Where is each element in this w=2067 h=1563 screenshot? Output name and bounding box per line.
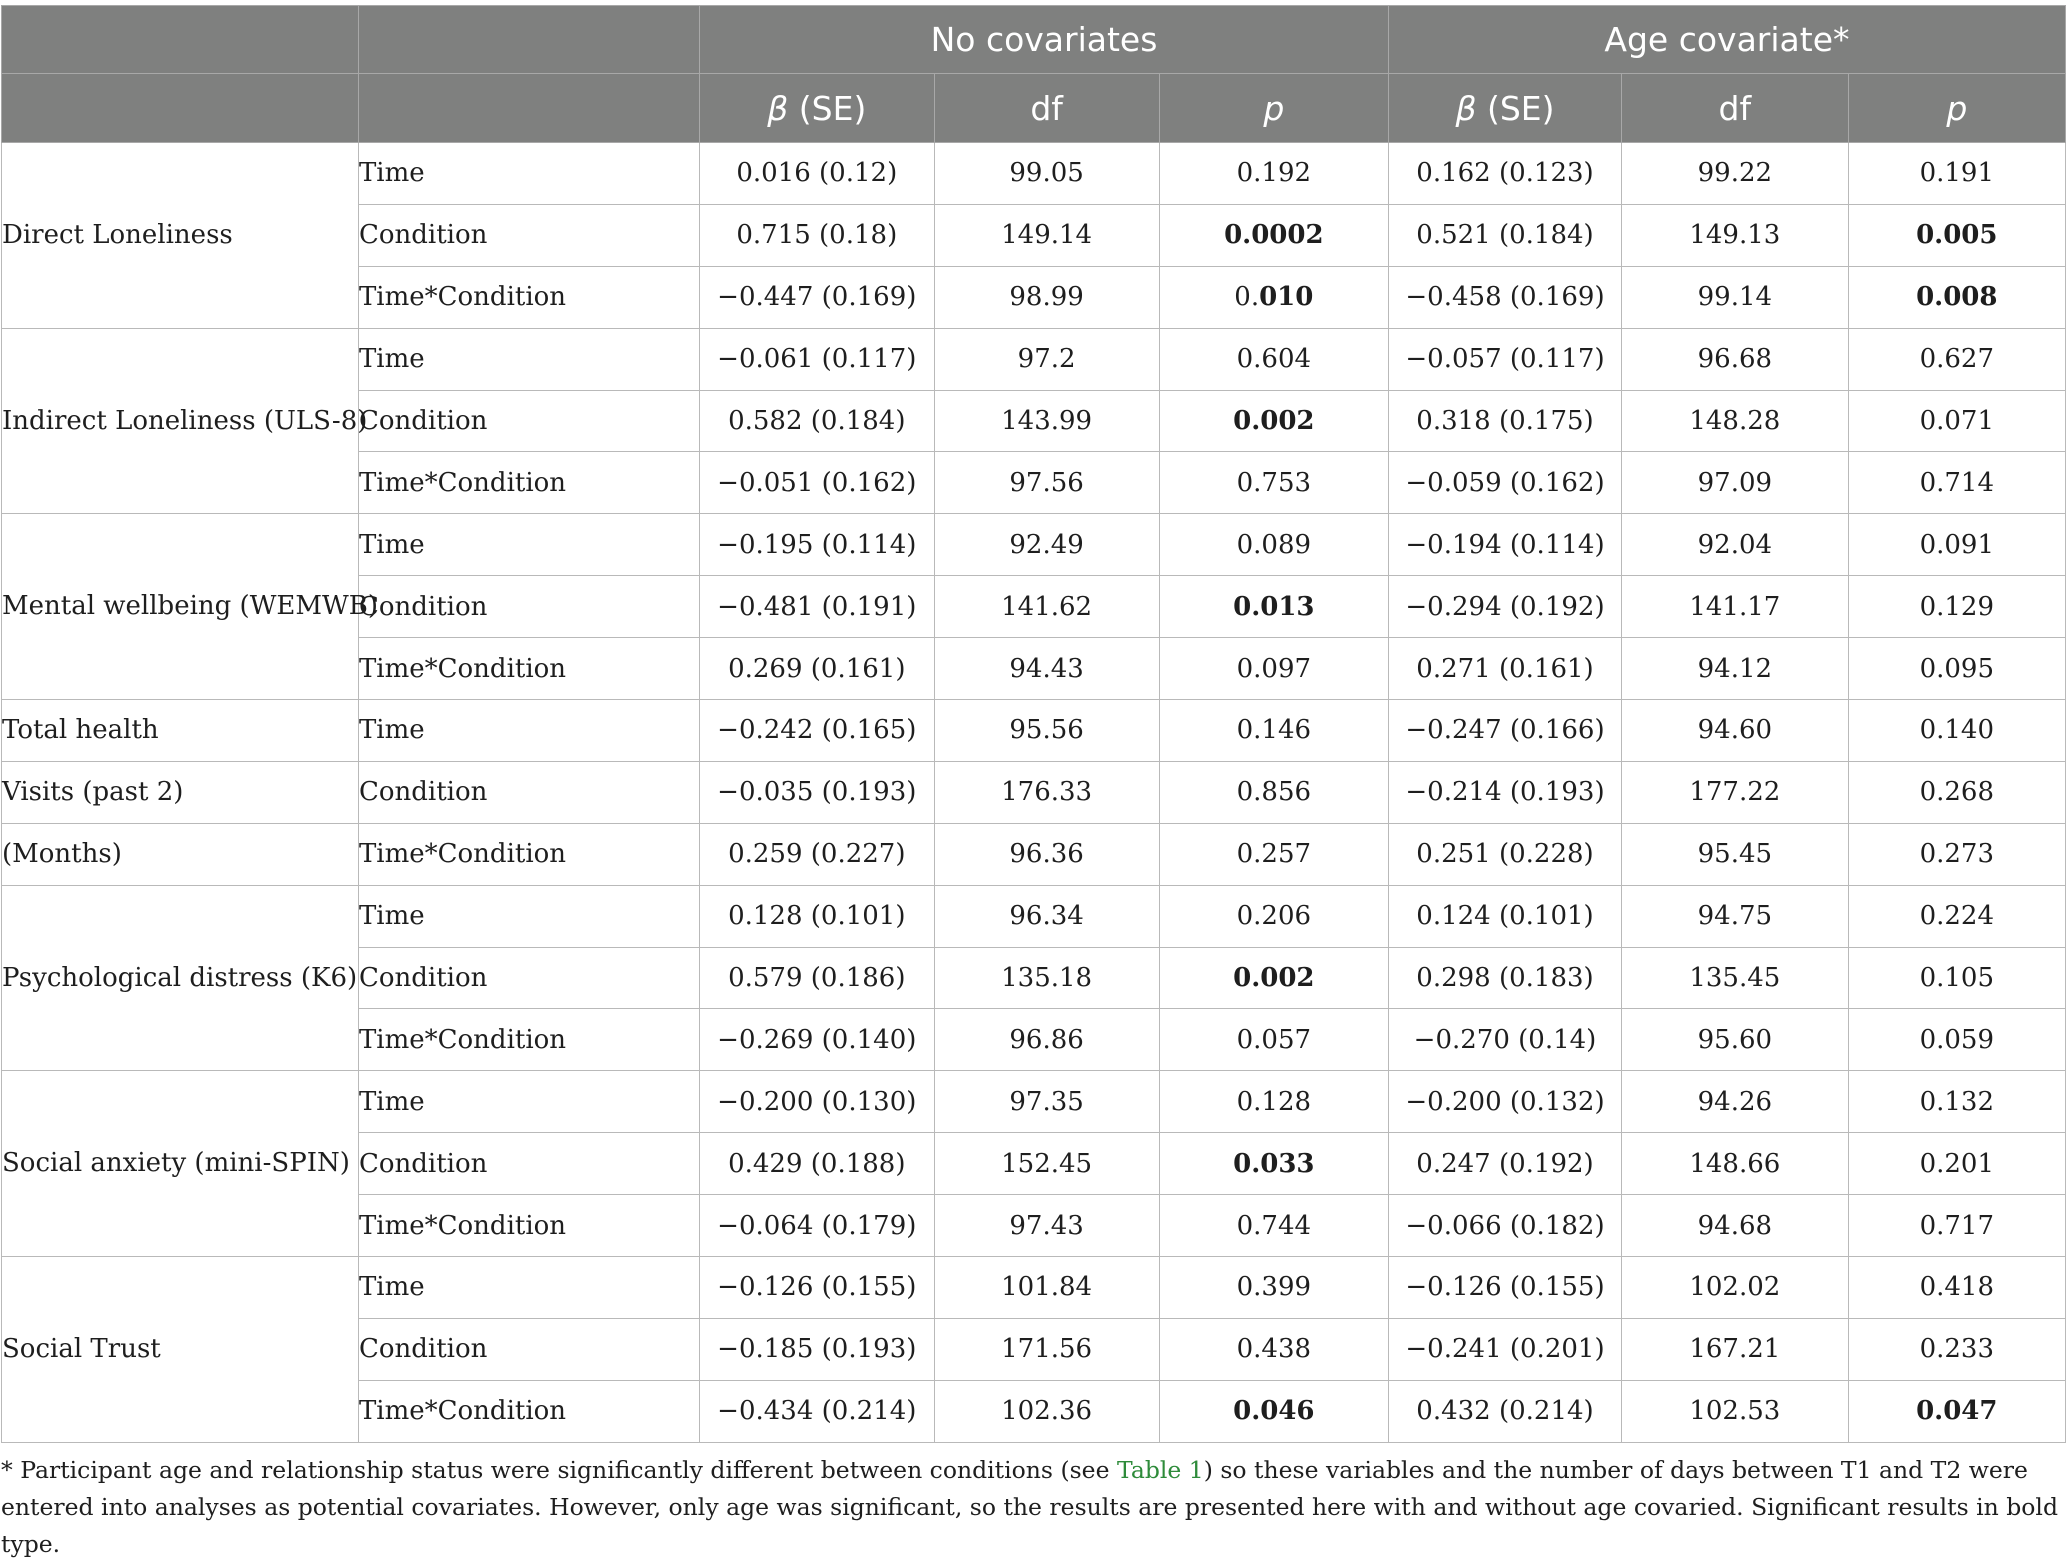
p-cell: 0.132 (1848, 1071, 2065, 1133)
df-cell: 102.36 (934, 1380, 1159, 1442)
df-cell: 94.26 (1622, 1071, 1849, 1133)
df-cell: 94.68 (1622, 1195, 1849, 1257)
p-cell: 0.128 (1159, 1071, 1388, 1133)
term-cell: Time (358, 143, 699, 205)
p-cell: 0.140 (1848, 700, 2065, 762)
p-cell-significant: 0.002 (1159, 390, 1388, 452)
p-cell-significant: 0.0002 (1159, 204, 1388, 266)
table-row (2, 761, 2066, 823)
df-cell: 152.45 (934, 1133, 1159, 1195)
term-cell: Condition (358, 390, 699, 452)
se-suffix: (SE) (1476, 88, 1555, 128)
term-cell: Condition (358, 576, 699, 638)
beta-cell: 0.259 (0.227) (700, 823, 934, 885)
table-row (2, 1257, 2066, 1319)
p-cell: 0.089 (1159, 514, 1388, 576)
df-cell: 148.66 (1622, 1133, 1849, 1195)
table-footnote (1, 1452, 2061, 1563)
beta-cell: 0.247 (0.192) (1388, 1133, 1621, 1195)
beta-cell: −0.059 (0.162) (1388, 452, 1621, 514)
variable-cell: Psychological distress (K6) (2, 885, 359, 1071)
beta-cell: −0.294 (0.192) (1388, 576, 1621, 638)
p-prefix: 0. (1234, 282, 1260, 313)
beta-cell: −0.247 (0.166) (1388, 700, 1621, 762)
term-cell: Time (358, 1071, 699, 1133)
beta-cell: 0.124 (0.101) (1388, 885, 1621, 947)
header-empty-term (358, 6, 699, 74)
header-empty-variable (2, 6, 359, 74)
df-cell: 149.14 (934, 204, 1159, 266)
term-cell: Time*Condition (358, 452, 699, 514)
term-cell: Condition (358, 1318, 699, 1380)
results-table (1, 5, 2066, 1443)
table-row (2, 143, 2066, 205)
beta-cell: −0.057 (0.117) (1388, 328, 1621, 390)
header-p: p (1159, 74, 1388, 143)
beta-cell: 0.521 (0.184) (1388, 204, 1621, 266)
p-cell: 0.095 (1848, 638, 2065, 700)
variable-cell: Indirect Loneliness (ULS-8) (2, 328, 359, 514)
df-cell: 92.04 (1622, 514, 1849, 576)
p-cell: 0.191 (1848, 143, 2065, 205)
p-cell: 0.744 (1159, 1195, 1388, 1257)
header-beta-se (1388, 74, 1621, 143)
df-cell: 135.18 (934, 947, 1159, 1009)
df-cell: 101.84 (934, 1257, 1159, 1319)
beta-cell: −0.061 (0.117) (700, 328, 934, 390)
beta-cell: −0.195 (0.114) (700, 514, 934, 576)
beta-cell: −0.066 (0.182) (1388, 1195, 1621, 1257)
term-cell: Time*Condition (358, 823, 699, 885)
header-beta-se (700, 74, 934, 143)
beta-cell: −0.447 (0.169) (700, 266, 934, 328)
beta-cell: 0.162 (0.123) (1388, 143, 1621, 205)
df-cell: 98.99 (934, 266, 1159, 328)
variable-cell: Total health (2, 700, 359, 762)
df-cell: 102.02 (1622, 1257, 1849, 1319)
variable-cell: (Months) (2, 823, 359, 885)
footnote-text-after: ) so these variables and the number of days between T1 and T2 were entered into analyses as potential covariates. However, only age was significant, so the results are presented here with and without age covaried. Significant results in bold type. (1, 1456, 2058, 1558)
df-cell: 99.05 (934, 143, 1159, 205)
beta-symbol: β (767, 88, 789, 128)
p-cell: 0.201 (1848, 1133, 2065, 1195)
header-empty-variable (2, 74, 359, 143)
beta-cell: 0.128 (0.101) (700, 885, 934, 947)
df-cell: 94.43 (934, 638, 1159, 700)
variable-cell: Social anxiety (mini-SPIN) (2, 1071, 359, 1257)
beta-cell: −0.200 (0.132) (1388, 1071, 1621, 1133)
term-cell: Time (358, 328, 699, 390)
footnote-text-before: * Participant age and relationship status were significantly different between conditions (see (1, 1456, 1117, 1484)
df-cell: 143.99 (934, 390, 1159, 452)
variable-cell: Social Trust (2, 1257, 359, 1443)
term-cell: Condition (358, 1133, 699, 1195)
term-cell: Time (358, 700, 699, 762)
p-cell-significant: 0.046 (1159, 1380, 1388, 1442)
p-cell-significant: 0.008 (1848, 266, 2065, 328)
table-row (2, 328, 2066, 390)
beta-cell: −0.241 (0.201) (1388, 1318, 1621, 1380)
df-cell: 177.22 (1622, 761, 1849, 823)
p-cell: 0.399 (1159, 1257, 1388, 1319)
p-bold-digits: 010 (1259, 282, 1314, 313)
variable-cell: Mental wellbeing (WEMWB) (2, 514, 359, 700)
term-cell: Condition (358, 947, 699, 1009)
term-cell: Condition (358, 761, 699, 823)
df-cell: 176.33 (934, 761, 1159, 823)
beta-symbol: β (1455, 88, 1477, 128)
p-cell-significant: 0.047 (1848, 1380, 2065, 1442)
df-cell: 95.45 (1622, 823, 1849, 885)
df-cell: 94.75 (1622, 885, 1849, 947)
p-cell: 0.224 (1848, 885, 2065, 947)
df-cell: 96.34 (934, 885, 1159, 947)
p-cell: 0.714 (1848, 452, 2065, 514)
beta-cell: 0.251 (0.228) (1388, 823, 1621, 885)
beta-cell: −0.064 (0.179) (700, 1195, 934, 1257)
df-cell: 102.53 (1622, 1380, 1849, 1442)
beta-cell: −0.270 (0.14) (1388, 1009, 1621, 1071)
header-group-no-covariates: No covariates (700, 6, 1389, 74)
df-cell: 141.62 (934, 576, 1159, 638)
p-cell-significant: 0.033 (1159, 1133, 1388, 1195)
header-df: df (1622, 74, 1849, 143)
table-row (2, 823, 2066, 885)
df-cell: 96.86 (934, 1009, 1159, 1071)
p-cell: 0.856 (1159, 761, 1388, 823)
df-cell: 97.56 (934, 452, 1159, 514)
beta-cell: 0.269 (0.161) (700, 638, 934, 700)
beta-cell: 0.715 (0.18) (700, 204, 934, 266)
p-cell: 0.268 (1848, 761, 2065, 823)
table-header (2, 6, 2066, 143)
table-body (2, 143, 2066, 1443)
df-cell: 95.60 (1622, 1009, 1849, 1071)
p-cell: 0.059 (1848, 1009, 2065, 1071)
df-cell: 92.49 (934, 514, 1159, 576)
table-row (2, 700, 2066, 762)
p-cell: 0.233 (1848, 1318, 2065, 1380)
table-row (2, 1071, 2066, 1133)
header-df: df (934, 74, 1159, 143)
df-cell: 97.43 (934, 1195, 1159, 1257)
beta-cell: 0.318 (0.175) (1388, 390, 1621, 452)
p-cell: 0.091 (1848, 514, 2065, 576)
term-cell: Condition (358, 204, 699, 266)
beta-cell: −0.185 (0.193) (700, 1318, 934, 1380)
df-cell: 97.35 (934, 1071, 1159, 1133)
p-cell: 0.418 (1848, 1257, 2065, 1319)
beta-cell: −0.194 (0.114) (1388, 514, 1621, 576)
beta-cell: −0.126 (0.155) (1388, 1257, 1621, 1319)
df-cell: 94.60 (1622, 700, 1849, 762)
df-cell: 95.56 (934, 700, 1159, 762)
df-cell: 94.12 (1622, 638, 1849, 700)
beta-cell: −0.051 (0.162) (700, 452, 934, 514)
p-cell: 0.717 (1848, 1195, 2065, 1257)
p-cell: 0.146 (1159, 700, 1388, 762)
variable-cell: Direct Loneliness (2, 143, 359, 329)
p-cell: 0.192 (1159, 143, 1388, 205)
term-cell: Time (358, 1257, 699, 1319)
header-row-columns (2, 74, 2066, 143)
header-empty-term (358, 74, 699, 143)
df-cell: 141.17 (1622, 576, 1849, 638)
beta-cell: 0.432 (0.214) (1388, 1380, 1621, 1442)
term-cell: Time (358, 885, 699, 947)
df-cell: 167.21 (1622, 1318, 1849, 1380)
df-cell: 149.13 (1622, 204, 1849, 266)
table-row (2, 885, 2066, 947)
beta-cell: −0.126 (0.155) (700, 1257, 934, 1319)
p-cell: 0.438 (1159, 1318, 1388, 1380)
p-cell: 0.057 (1159, 1009, 1388, 1071)
beta-cell: −0.242 (0.165) (700, 700, 934, 762)
p-cell-significant: 0.005 (1848, 204, 2065, 266)
beta-cell: −0.481 (0.191) (700, 576, 934, 638)
p-cell-significant: 0.013 (1159, 576, 1388, 638)
beta-cell: −0.035 (0.193) (700, 761, 934, 823)
p-cell: 0.604 (1159, 328, 1388, 390)
df-cell: 97.2 (934, 328, 1159, 390)
beta-cell: 0.271 (0.161) (1388, 638, 1621, 700)
header-row-groups (2, 6, 2066, 74)
df-cell: 148.28 (1622, 390, 1849, 452)
df-cell: 96.36 (934, 823, 1159, 885)
beta-cell: −0.214 (0.193) (1388, 761, 1621, 823)
table-1-link[interactable]: Table 1 (1116, 1456, 1204, 1484)
df-cell: 97.09 (1622, 452, 1849, 514)
df-cell: 171.56 (934, 1318, 1159, 1380)
p-cell: 0.257 (1159, 823, 1388, 885)
df-cell: 135.45 (1622, 947, 1849, 1009)
beta-cell: −0.458 (0.169) (1388, 266, 1621, 328)
term-cell: Time*Condition (358, 266, 699, 328)
beta-cell: 0.582 (0.184) (700, 390, 934, 452)
df-cell: 96.68 (1622, 328, 1849, 390)
p-cell-significant (1159, 266, 1388, 328)
p-cell: 0.627 (1848, 328, 2065, 390)
beta-cell: 0.579 (0.186) (700, 947, 934, 1009)
p-cell: 0.097 (1159, 638, 1388, 700)
df-cell: 99.14 (1622, 266, 1849, 328)
p-cell: 0.071 (1848, 390, 2065, 452)
p-cell: 0.273 (1848, 823, 2065, 885)
beta-cell: −0.434 (0.214) (700, 1380, 934, 1442)
term-cell: Time*Condition (358, 1009, 699, 1071)
term-cell: Time (358, 514, 699, 576)
df-cell: 99.22 (1622, 143, 1849, 205)
beta-cell: 0.016 (0.12) (700, 143, 934, 205)
table-row (2, 514, 2066, 576)
beta-cell: 0.429 (0.188) (700, 1133, 934, 1195)
p-cell: 0.753 (1159, 452, 1388, 514)
p-cell: 0.206 (1159, 885, 1388, 947)
se-suffix: (SE) (788, 88, 867, 128)
header-group-age-covariate: Age covariate* (1388, 6, 2065, 74)
p-cell: 0.105 (1848, 947, 2065, 1009)
beta-cell: −0.269 (0.140) (700, 1009, 934, 1071)
header-p: p (1848, 74, 2065, 143)
variable-cell: Visits (past 2) (2, 761, 359, 823)
beta-cell: −0.200 (0.130) (700, 1071, 934, 1133)
term-cell: Time*Condition (358, 638, 699, 700)
term-cell: Time*Condition (358, 1195, 699, 1257)
beta-cell: 0.298 (0.183) (1388, 947, 1621, 1009)
term-cell: Time*Condition (358, 1380, 699, 1442)
p-cell: 0.129 (1848, 576, 2065, 638)
p-cell-significant: 0.002 (1159, 947, 1388, 1009)
